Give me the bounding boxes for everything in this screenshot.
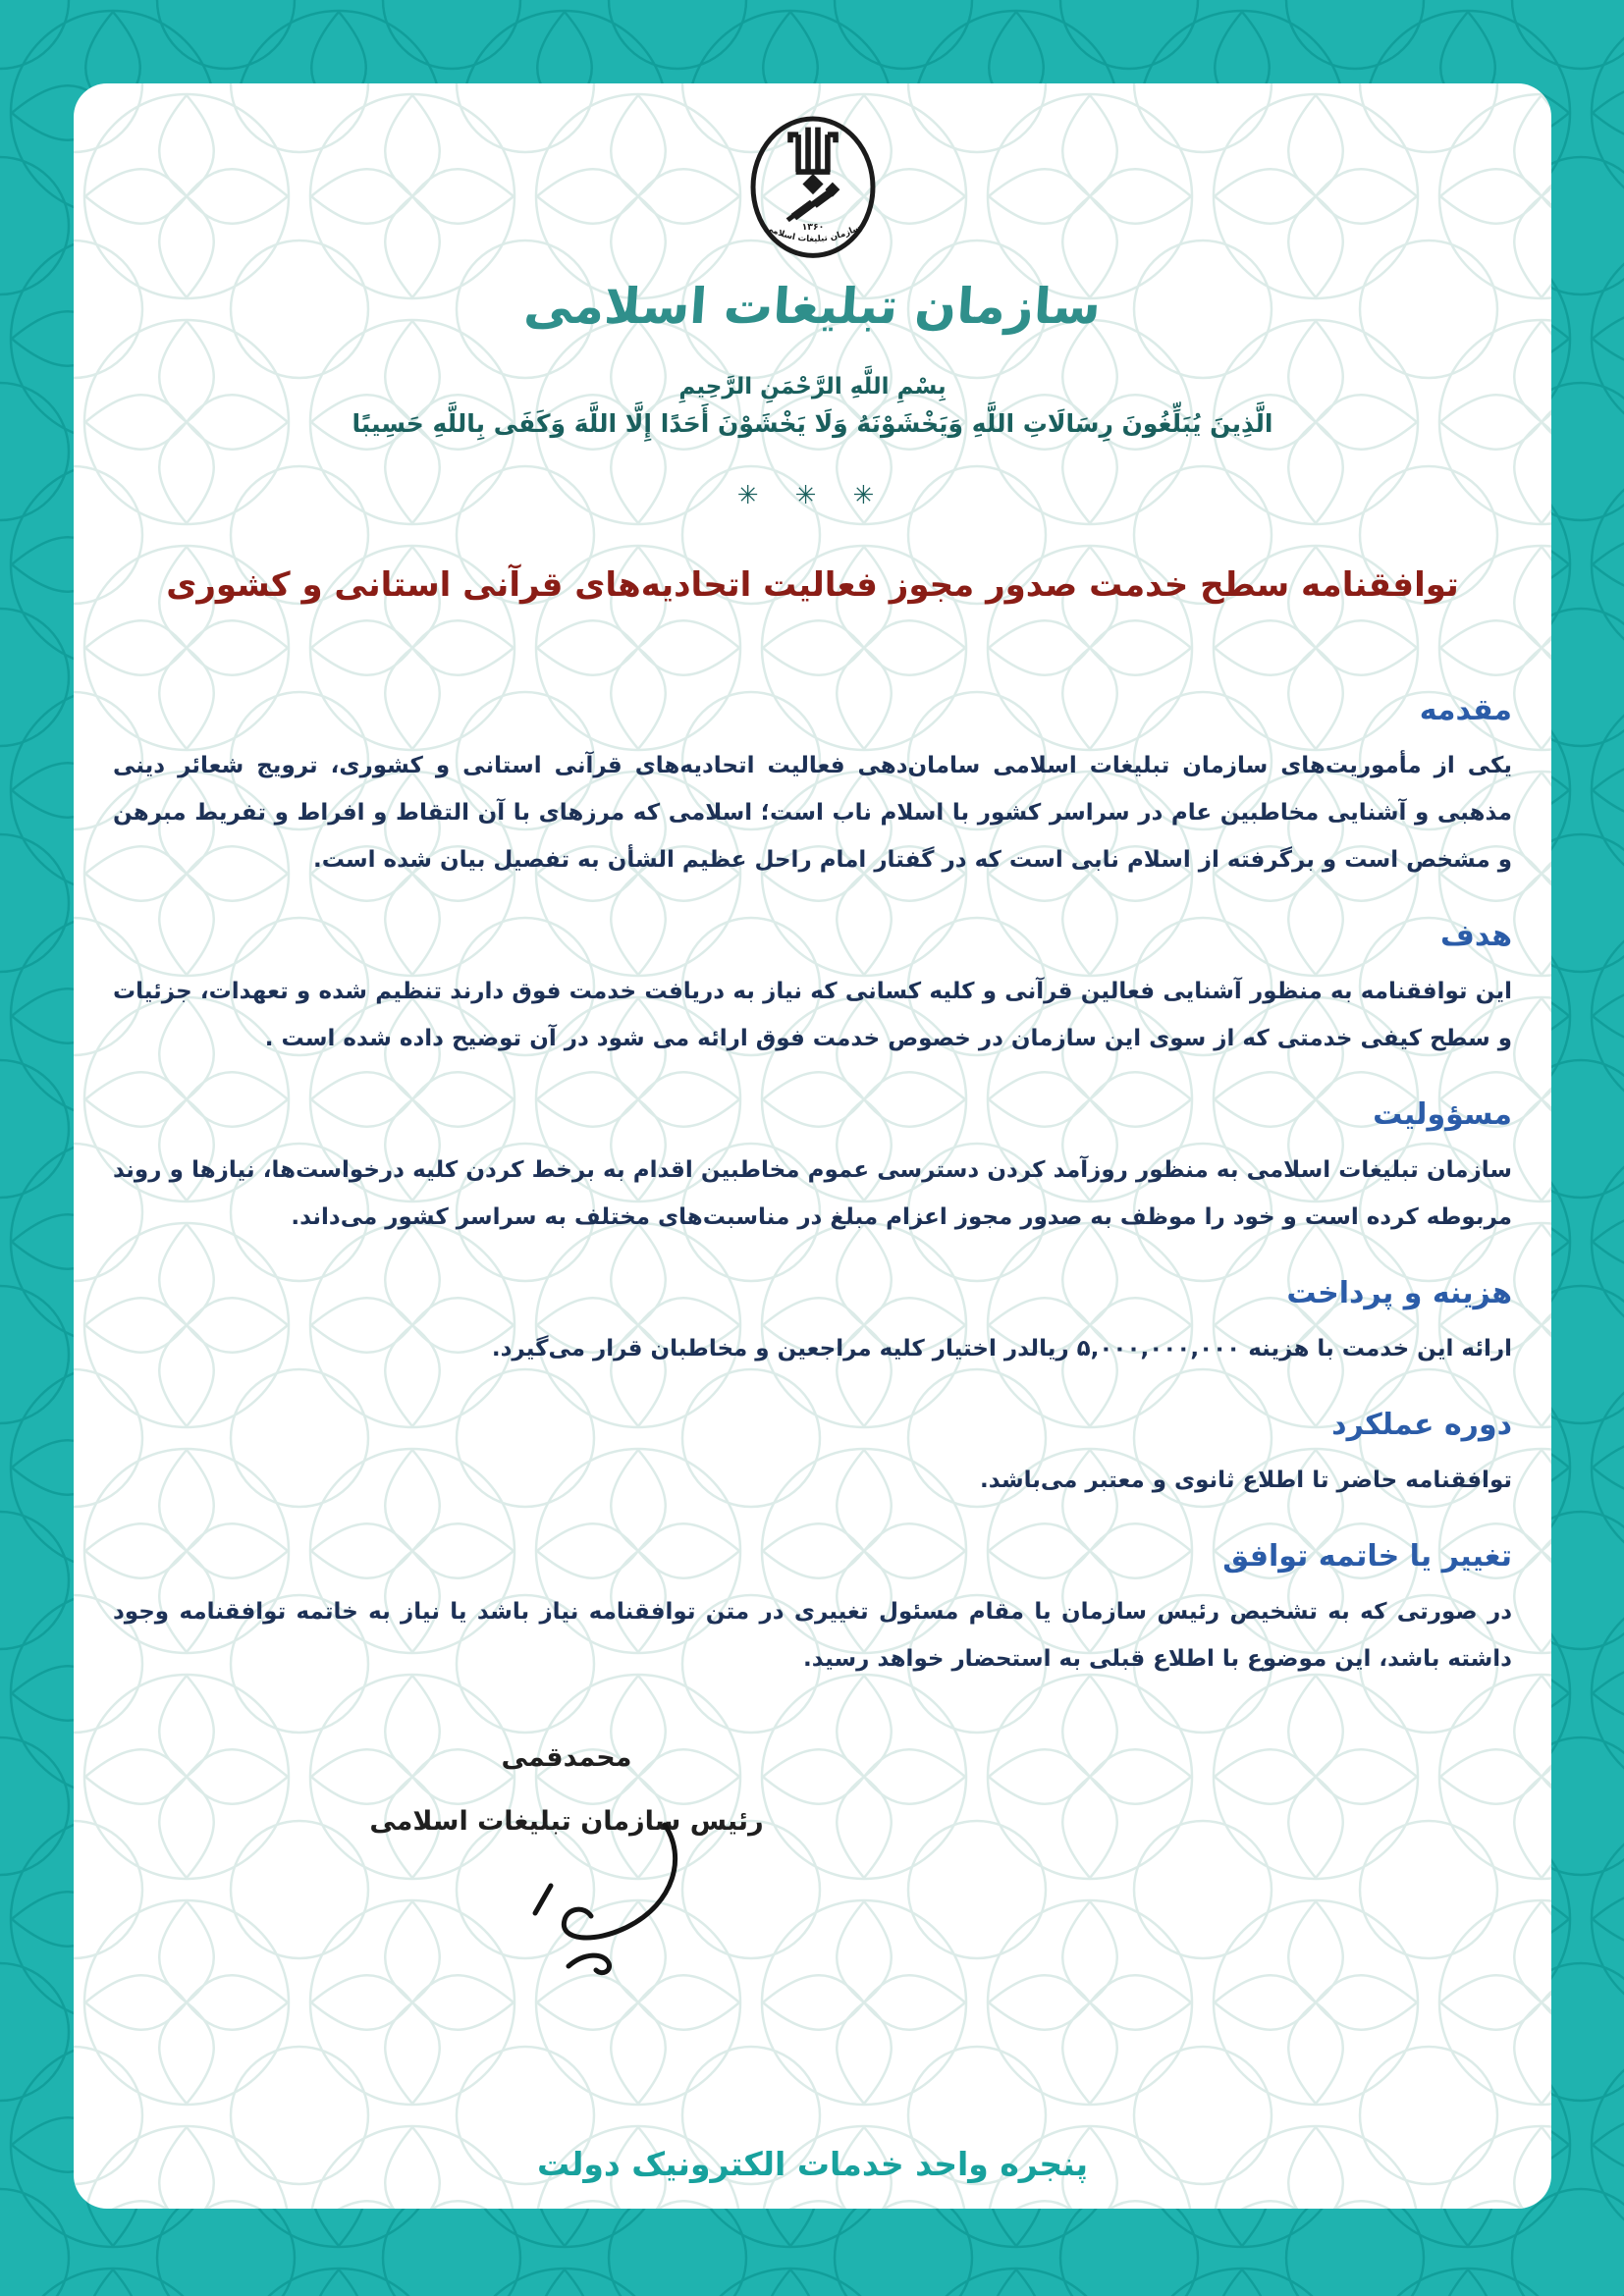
content-card xyxy=(74,83,1551,2209)
signature-icon xyxy=(517,1819,694,1981)
section-heading: مقدمه xyxy=(1419,693,1512,727)
section-body: در صورتی که به تشخیص رئیس سازمان یا مقام مسئول تغییری در متن توافقنامه نیاز باشد یا نیاز به خاتمه توافقنامه وجود داشته باشد، این موضوع با اطلاع قبلی به استحضار خواهد رسید. xyxy=(113,1599,1512,1672)
logo-calligraphy: سازمان تبلیغات اسلامی xyxy=(521,278,1104,335)
org-logo xyxy=(113,109,1512,335)
bismillah-text: بِسْمِ اللَّهِ الرَّحْمَنِ الرَّحِيمِ xyxy=(678,374,947,400)
section-body: سازمان تبلیغات اسلامی به منظور روزآمد کردن دسترسی عموم مخاطبین اقدام به برخط کردن کلیه درخواست‌ها، نیازها و روند مربوطه کرده است و خود را موظف به صدور مجوز اعزام مبلغ در مناسبت‌های مختلف به سراسر کشور می‌داند. xyxy=(113,1157,1512,1230)
section-heading: دوره عملکرد xyxy=(1331,1408,1512,1442)
signatory-role: رئیس سازمان تبلیغات اسلامی xyxy=(369,1806,764,1837)
section-dore-amalkard xyxy=(113,1406,1512,1504)
logo-oval-text: سازمان تبلیغات اسلامی xyxy=(763,223,862,245)
section-body: ارائه این خدمت با هزینه ۵,۰۰۰,۰۰۰,۰۰۰ ریالدر اختیار کلیه مراجعین و مخاطبان قرار می‌گیرد. xyxy=(491,1336,1512,1362)
signature-block xyxy=(360,1742,773,1837)
section-heading: هدف xyxy=(1440,919,1512,953)
section-heading: تغییر یا خاتمه توافق xyxy=(1222,1539,1512,1574)
section-body: یکی از مأموریت‌های سازمان تبلیغات اسلامی سامان‌دهی فعالیت اتحادیه‌های قرآنی استانی و کشوری، ترویج شعائر دینی مذهبی و آشنایی مخاطبین عام در سراسر کشور با اسلام ناب است؛ اسلامی که مرزهای با آن التقاط و افراط و تفریط مبرهن و مشخص است و برگرفته از اسلام نابی است که در گفتار امام راحل عظیم الشأن به تفصیل بیان شده است. xyxy=(113,753,1512,873)
logo-year: ۱۳۶۰ xyxy=(801,222,824,234)
section-masouliat xyxy=(113,1095,1512,1241)
section-heading: مسؤولیت xyxy=(1373,1097,1512,1132)
ornament-asterisks: ✳ ✳ ✳ xyxy=(736,481,889,510)
section-heading: هزینه و پرداخت xyxy=(1286,1276,1512,1310)
signatory-name: محمدقمی xyxy=(501,1742,632,1773)
quran-verse: الَّذِينَ يُبَلِّغُونَ رِسَالَاتِ اللَّهِ وَيَخْشَوْنَهُ وَلَا يَخْشَوْنَ أَحَدًا إِلَّا اللَّهَ وَكَفَى بِاللَّهِ حَسِيبًا xyxy=(352,409,1273,438)
section-hazine-pardakht xyxy=(113,1274,1512,1372)
document-title: توافقنامه سطح خدمت صدور مجوز فعالیت اتحادیه‌های قرآنی استانی و کشوری xyxy=(166,565,1459,605)
section-taghir-khateme xyxy=(113,1537,1512,1682)
footer-label: پنجره واحد خدمات الکترونیک دولت xyxy=(537,2145,1088,2183)
org-emblem-icon xyxy=(739,109,887,274)
section-body: توافقنامه حاضر تا اطلاع ثانوی و معتبر می‌باشد. xyxy=(980,1468,1512,1493)
section-moghadame xyxy=(113,691,1512,883)
section-body: این توافقنامه به منظور آشنایی فعالین قرآنی و کلیه کسانی که نیاز به دریافت خدمت فوق دارند تنظیم شده و تعهدات، جزئیات و سطح کیفی خدمتی که از سوی این سازمان در خصوص خدمت فوق ارائه می شود در آن توضیح داده شده است . xyxy=(113,979,1512,1051)
section-hadaf xyxy=(113,917,1512,1062)
